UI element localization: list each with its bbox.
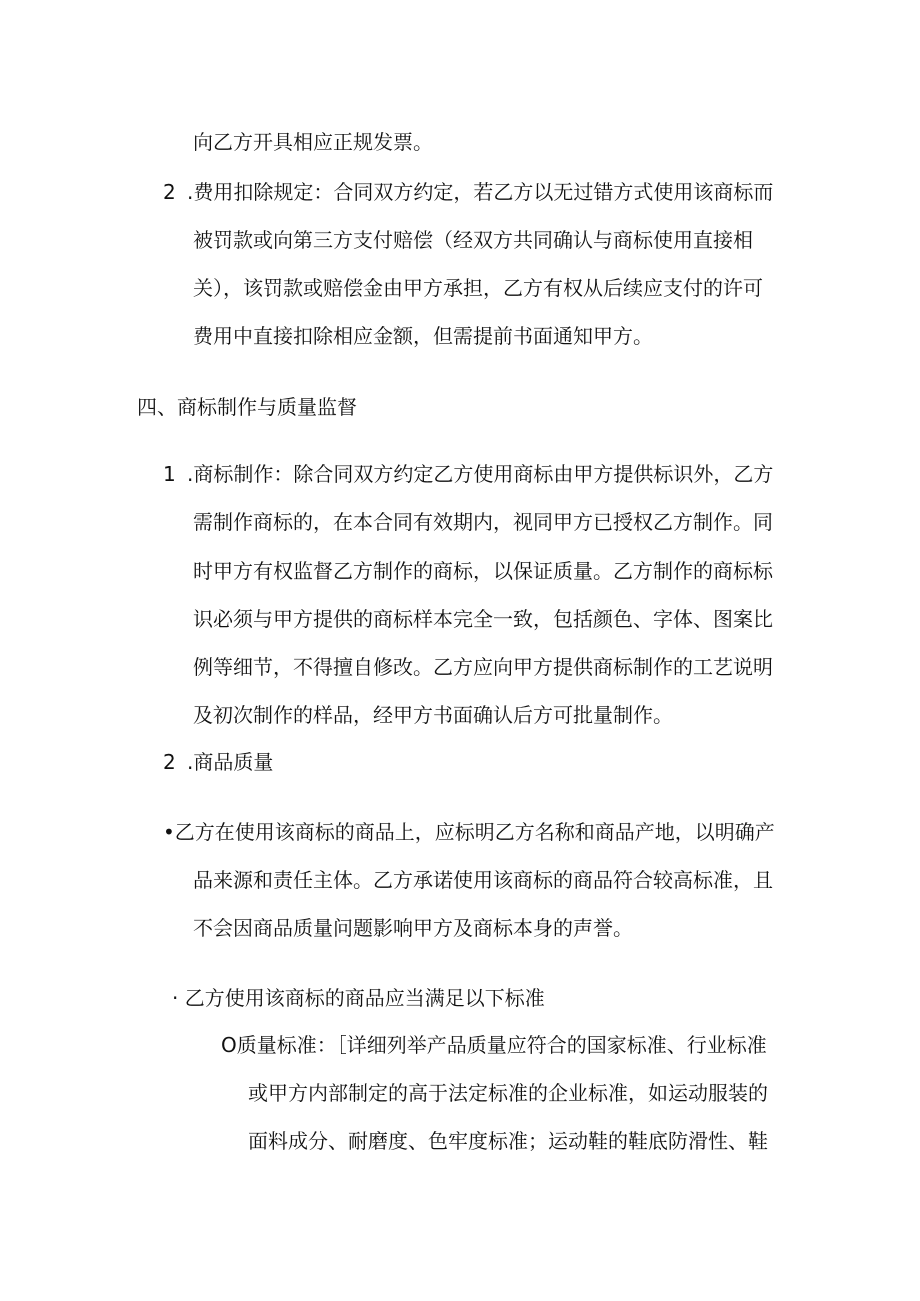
- text-line: 或甲方内部制定的高于法定标准的企业标准，如运动服装的: [248, 1081, 768, 1105]
- item-number: 2: [163, 750, 176, 774]
- text-line: 品来源和责任主体。乙方承诺使用该商标的商品符合较高标准，且: [193, 868, 773, 892]
- item-number: 1: [163, 462, 176, 486]
- section-heading: 四、商标制作与质量监督: [137, 395, 357, 419]
- text-line: 例等细节，不得擅自修改。乙方应向甲方提供商标制作的工艺说明: [193, 655, 773, 679]
- item-number: 2: [163, 180, 176, 204]
- bullet-text-line: · 乙方使用该商标的商品应当满足以下标准: [172, 986, 545, 1010]
- text-line: 不会因商品质量问题影响甲方及商标本身的声誉。: [193, 916, 633, 940]
- text-line: 关），该罚款或赔偿金由甲方承担，乙方有权从后续应支付的许可: [193, 276, 763, 300]
- text-line: 面料成分、耐磨度、色牢度标准；运动鞋的鞋底防滑性、鞋: [248, 1129, 768, 1153]
- text-line: 时甲方有权监督乙方制作的商标，以保证质量。乙方制作的商标标: [193, 559, 773, 583]
- text-line: .商品质量: [187, 750, 274, 774]
- text-line: 需制作商标的，在本合同有效期内，视同甲方已授权乙方制作。同: [193, 510, 773, 534]
- sub-item-text-line: O质量标准：［详细列举产品质量应符合的国家标准、行业标准: [221, 1033, 767, 1057]
- text-line: .商标制作：除合同双方约定乙方使用商标由甲方提供标识外，乙方: [187, 462, 774, 486]
- text-line: 被罚款或向第三方支付赔偿（经双方共同确认与商标使用直接相: [193, 228, 753, 252]
- text-line: 及初次制作的样品，经甲方书面确认后方可批量制作。: [193, 703, 673, 727]
- text-line: 费用中直接扣除相应金额，但需提前书面通知甲方。: [193, 324, 653, 348]
- bullet-text-line: •乙方在使用该商标的商品上，应标明乙方名称和商品产地，以明确产: [163, 820, 775, 844]
- text-line: 识必须与甲方提供的商标样本完全一致，包括颜色、字体、图案比: [193, 607, 773, 631]
- text-line: 向乙方开具相应正规发票。: [193, 130, 433, 154]
- text-line: .费用扣除规定：合同双方约定，若乙方以无过错方式使用该商标而: [187, 180, 774, 204]
